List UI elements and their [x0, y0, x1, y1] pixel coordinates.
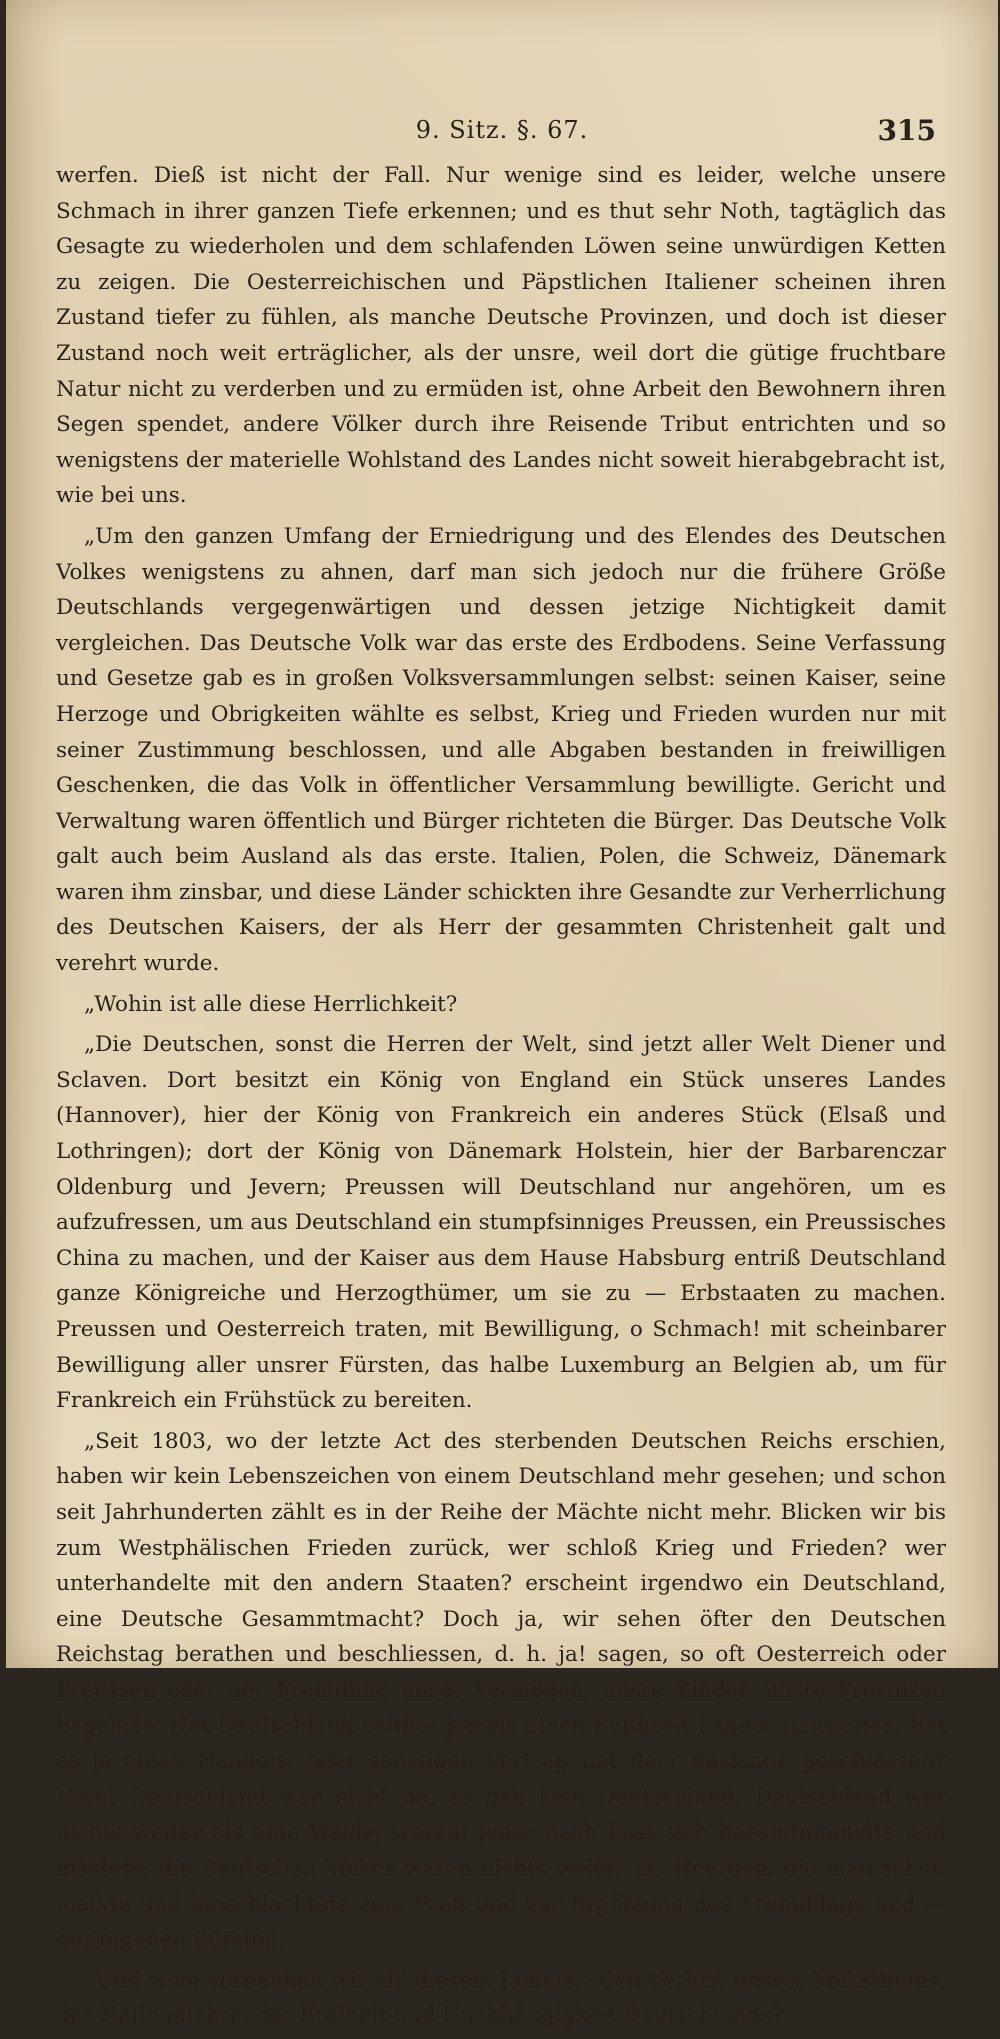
page-header — [6, 116, 998, 156]
page-number: 315 — [877, 114, 936, 147]
paragraph: werfen. Dieß ist nicht der Fall. Nur wenige sind es leider, welche unsere Schmach in ihrer ganzen Tiefe erkennen; und es thut sehr Noth, tagtäglich das Gesagte zu wiederholen und dem schlafenden Löwen seine unwürdigen Ketten zu zeigen. Die Oesterreichischen und Päpstlichen Italiener scheinen ihren Zustand tiefer zu fühlen, als manche Deutsche Provinzen, und doch ist dieser Zustand noch weit erträglicher, als der unsre, weil dort die gütige fruchtbare Natur nicht zu verderben und zu ermüden ist, ohne Arbeit den Bewohnern ihren Segen spendet, andere Völker durch ihre Reisende Tribut entrichten und so wenigstens der materielle Wohlstand des Landes nicht soweit hierabgebracht ist, wie bei uns. — [56, 163, 946, 509]
paragraph: „Und wem verdanken wir all' diesem Jammer; den Verlust unsres Volksthums, der Nationalehre, der Freiheit und Unabhängigkeit Deutschlands? — [56, 1967, 946, 2029]
paragraph: „Seit 1803, wo der letzte Act des sterbenden Deutschen Reichs erschien, haben wir kein Lebenszeichen von einem Deutschland mehr gesehen; und schon seit Jahrhunderten zählt es in der Reihe der Mächte nicht mehr. Blicken wir bis zum Westphälischen Frieden zurück, wer schloß Krieg und Frieden? wer unterhandelte mit den andern Staaten? erscheint irgendwo ein Deutschland, eine Deutsche Gesammtmacht? Doch ja, wir sehen öfter den Deutschen Reichstag berathen und beschliessen, d. h. ja! sagen, so oft Oesterreich oder Preussen oder der Fremdling unser Vermögen, unsre Kinder, unsre Provinzen begehrte. Hat Deutschland seither jemals einen Fußbreit Landes gewonnen, hat es je einen Handels- oder sonstigen Vertrag mit dem Auslande geschlossen? Nein! Deutschland war nicht da, es gab kein Deutschland, Deutschland war nichts weiter als eine Waide, worauf jeder nach Lust sich herumtummelte und mästete; die Deutschen Völker waren nichts weiter als Heerden, die man schor, melkte und hinschlachtete zum Fraß und zur Ergötzung des Fremdlings und — der eigenen Fürsten. — [56, 1428, 946, 1953]
paragraph: „Wohin ist alle diese Herrlichkeit? — [84, 991, 458, 1017]
running-head: 9. Sitz. §. 67. — [415, 116, 589, 144]
paragraph: „Um den ganzen Umfang der Erniedrigung und des Elendes des Deutschen Volkes wenigstens zu ahnen, darf man sich jedoch nur die frühere Größe Deutschlands vergegenwärtigen und dessen jetzige Nichtigkeit damit vergleichen. Das Deutsche Volk war das erste des Erdbodens. Seine Verfassung und Gesetze gab es in großen Volksversammlungen selbst: seinen Kaiser, seine Herzoge und Obrigkeiten wählte es selbst, Krieg und Frieden wurden nur mit seiner Zustimmung beschlossen, und alle Abgaben bestanden in freiwilligen Geschenken, die das Volk in öffentlicher Versammlung bewilligte. Gericht und Verwaltung waren öffentlich und Bürger richteten die Bürger. Das Deutsche Volk galt auch beim Ausland als das erste. Italien, Polen, die Schweiz, Dänemark waren ihm zinsbar, und diese Länder schickten ihre Gesandte zur Verherrlichung des Deutschen Kaisers, der als Herr der gesammten Christenheit galt und verehrt wurde. — [56, 523, 946, 977]
book-page — [6, 0, 998, 2029]
page-body — [56, 158, 946, 2039]
paragraph: „Die Deutschen, sonst die Herren der Welt, sind jetzt aller Welt Diener und Sclaven. Dort besitzt ein König von England ein Stück unseres Landes (Hannover), hier der König von Frankreich ein anderes Stück (Elsaß und Lothringen); dort der König von Dänemark Holstein, hier der Barbarenczar Oldenburg und Jevern; Preussen will Deutschland nur angehören, um es aufzufressen, um aus Deutschland ein stumpfsinniges Preussen, ein Preussisches China zu machen, und der Kaiser aus dem Hause Habsburg entriß Deutschland ganze Königreiche und Herzogthümer, um sie zu — Erbstaaten zu machen. Preussen und Oesterreich traten, mit Bewilligung, o Schmach! mit scheinbarer Bewilligung aller unsrer Fürsten, das halbe Luxemburg an Belgien ab, um für Frankreich ein Frühstück zu bereiten. — [56, 1032, 946, 1414]
